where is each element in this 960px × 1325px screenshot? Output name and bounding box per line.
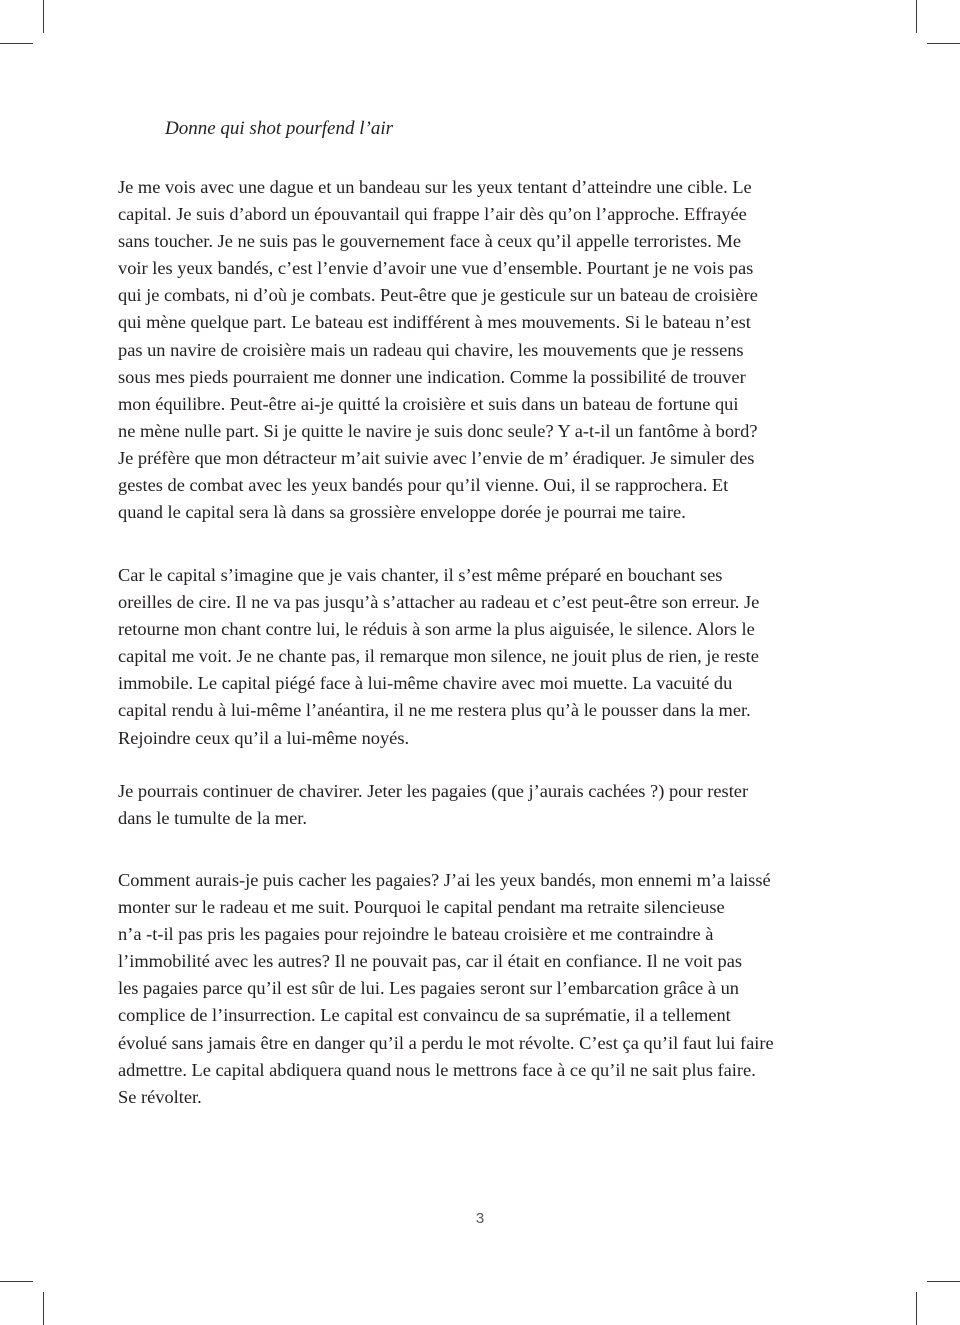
paragraph-line: qui je combats, ni d’où je combats. Peut-être que je gesticule sur un bateau de croisière (118, 285, 758, 306)
paragraph-line: les pagaies parce qu’il est sûr de lui. Les pagaies seront sur l’embarcation grâce à un (118, 978, 739, 999)
paragraph-1 (118, 174, 848, 526)
paragraph-line: capital me voit. Je ne chante pas, il remarque mon silence, ne jouit plus de rien, je reste (118, 646, 759, 667)
paragraph-line: qui mène quelque part. Le bateau est indifférent à mes mouvements. Si le bateau n’est (118, 312, 751, 333)
paragraph-line: immobile. Le capital piégé face à lui-même chavire avec moi muette. La vacuité du (118, 673, 733, 694)
paragraph-line: Car le capital s’imagine que je vais chanter, il s’est même préparé en bouchant ses (118, 565, 723, 585)
crop-mark-bottom-right-horizontal (927, 1281, 960, 1282)
paragraph-line: monter sur le radeau et me suit. Pourquoi le capital pendant ma retraite silencieuse (118, 897, 725, 918)
page-title: Donne qui shot pourfend l’air (165, 118, 393, 139)
paragraph-line: Je me vois avec une dague et un bandeau sur les yeux tentant d’atteindre une cible. Le (118, 177, 752, 197)
paragraph-line: sous mes pieds pourraient me donner une indication. Comme la possibilité de trouver (118, 366, 746, 387)
paragraph-line: évolué sans jamais être en danger qu’il a perdu le mot révolte. C’est ça qu’il faut lui faire (118, 1032, 774, 1053)
paragraph-line: dans le tumulte de la mer. (118, 808, 307, 829)
paragraph-line: Comment aurais-je puis cacher les pagaies? J’ai les yeux bandés, mon ennemi m’a laissé (118, 870, 771, 890)
paragraph-line: voir les yeux bandés, c’est l’envie d’avoir une vue d’ensemble. Pourtant je ne vois pas (118, 258, 754, 279)
paragraph-line: retourne mon chant contre lui, le réduis à son arme la plus aiguisée, le silence. Alors le (118, 619, 755, 640)
paragraph-line: gestes de combat avec les yeux bandés pour qu’il vienne. Oui, il se rapprochera. Et (118, 475, 729, 496)
paragraph-line: Rejoindre ceux qu’il a lui-même noyés. (118, 727, 410, 748)
paragraph-4 (118, 867, 848, 1111)
paragraph-line: oreilles de cire. Il ne va pas jusqu’à s’attacher au radeau et c’est peut-être son erreur. Je (118, 592, 760, 613)
crop-mark-bottom-right-vertical (916, 1292, 917, 1325)
paragraph-line: Je préfère que mon détracteur m’ait suivie avec l’envie de m’ éradiquer. Je simuler des (118, 447, 755, 468)
paragraph-line: capital. Je suis d’abord un épouvantail qui frappe l’air dès qu’on l’approche. Effrayée (118, 204, 747, 225)
paragraph-line: l’immobilité avec les autres? Il ne pouvait pas, car il était en confiance. Il ne voit pas (118, 951, 743, 972)
paragraph-line: Je pourrais continuer de chavirer. Jeter les pagaies (que j’aurais cachées ?) pour rester (118, 781, 749, 801)
crop-mark-top-left-horizontal (0, 43, 33, 44)
page-number: 3 (475, 1210, 485, 1227)
paragraph-line: n’a -t-il pas pris les pagaies pour rejoindre le bateau croisière et me contraindre à (118, 924, 714, 945)
paragraph-line: quand le capital sera là dans sa grossière enveloppe dorée je pourrai me taire. (118, 502, 686, 523)
paragraph-line: complice de l’insurrection. Le capital est convaincu de sa suprématie, il a tellement (118, 1005, 731, 1026)
paragraph-line: capital rendu à lui-même l’anéantira, il ne me restera plus qu’à le pousser dans la mer. (118, 700, 751, 721)
paragraph-line: pas un navire de croisière mais un radeau qui chavire, les mouvements que je ressens (118, 339, 744, 360)
paragraph-2 (118, 562, 848, 752)
crop-mark-top-right-horizontal (927, 43, 960, 44)
crop-mark-top-left-vertical (43, 0, 44, 33)
crop-mark-bottom-left-vertical (43, 1292, 44, 1325)
crop-mark-top-right-vertical (916, 0, 917, 33)
paragraph-line: mon équilibre. Peut-être ai-je quitté la croisière et suis dans un bateau de fortune qui (118, 393, 739, 414)
crop-mark-bottom-left-horizontal (0, 1281, 33, 1282)
paragraph-line: sans toucher. Je ne suis pas le gouvernement face à ceux qu’il appelle terroristes. Me (118, 231, 742, 252)
paragraph-line: ne mène nulle part. Si je quitte le navire je suis donc seule? Y a-t-il un fantôme à bord? (118, 420, 758, 441)
paragraph-line: admettre. Le capital abdiquera quand nous le mettrons face à ce qu’il ne sait plus faire. (118, 1059, 756, 1080)
paragraph-3 (118, 778, 848, 832)
paragraph-line: Se révolter. (118, 1086, 202, 1107)
